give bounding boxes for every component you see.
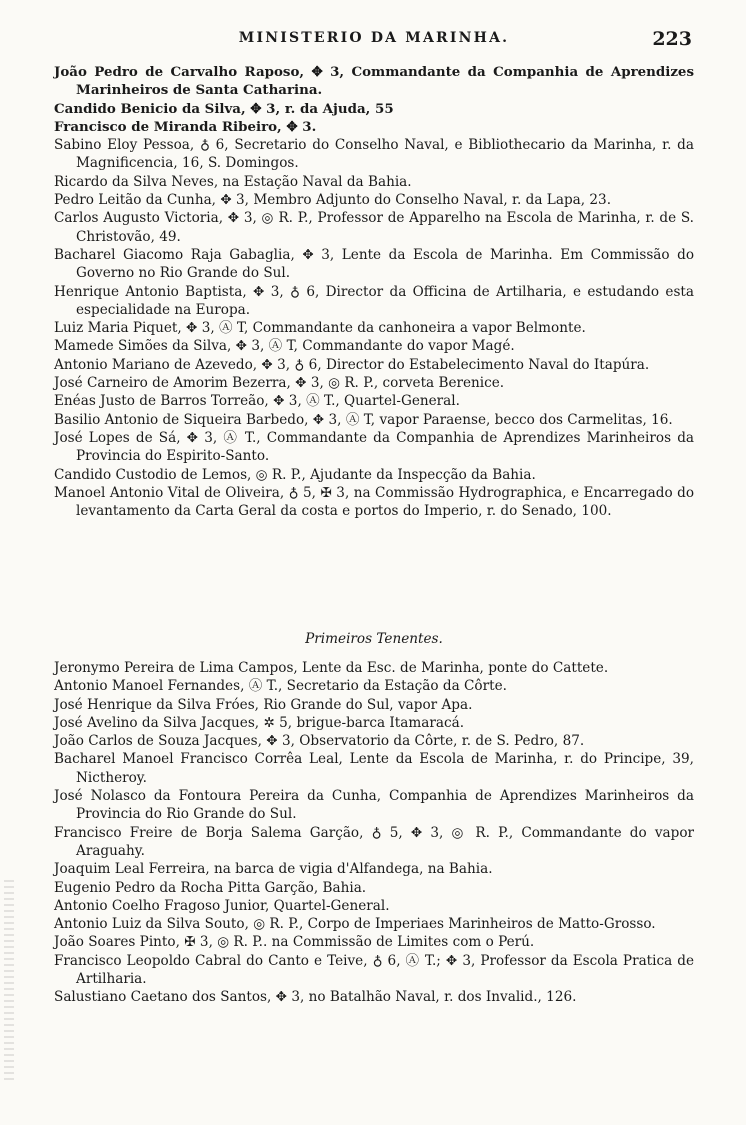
list-entry: Eugenio Pedro da Rocha Pitta Garção, Bahia. bbox=[54, 879, 367, 896]
list-entry: Carlos Augusto Victoria, ✥ 3, ◎ R. P., Professor de Apparelho na Escola de Marinha, r. de S. Christovão, 49. bbox=[54, 210, 694, 245]
list-entry: Ricardo da Silva Neves, na Estação Naval da Bahia. bbox=[54, 173, 412, 190]
list-entry: Francisco de Miranda Ribeiro, ✥ 3. bbox=[54, 118, 317, 135]
list-entry: Henrique Antonio Baptista, ✥ 3, ♁ 6, Director da Officina de Artilharia, e estudando esta especialidade na Europa. bbox=[54, 283, 694, 318]
officer-list-b bbox=[54, 659, 694, 1007]
list-entry: Antonio Coelho Fragoso Junior, Quartel-General. bbox=[54, 897, 390, 914]
list-entry: Candido Custodio de Lemos, ◎ R. P., Ajudante da Inspecção da Bahia. bbox=[54, 466, 536, 483]
list-entry: Antonio Mariano de Azevedo, ✥ 3, ♁ 6, Director do Estabelecimento Naval do Itapúra. bbox=[54, 356, 650, 373]
list-entry: João Soares Pinto, ✠ 3, ◎ R. P.. na Commissão de Limites com o Perú. bbox=[54, 934, 535, 951]
section-heading: Primeiros Tenentes. bbox=[305, 631, 443, 647]
list-entry: Antonio Manoel Fernandes, Ⓐ T., Secretario da Estação da Côrte. bbox=[54, 678, 507, 695]
list-entry: Sabino Eloy Pessoa, ♁ 6, Secretario do Conselho Naval, e Bibliothecario da Marinha, r. da Magnificencia, 16, S. Domingos. bbox=[54, 137, 694, 172]
page-header bbox=[52, 26, 696, 54]
list-entry: Jeronymo Pereira de Lima Campos, Lente da Esc. de Marinha, ponte do Cattete. bbox=[54, 660, 609, 676]
list-entry: José Nolasco da Fontoura Pereira da Cunha, Companhia de Aprendizes Marinheiros da Provincia do Rio Grande do Sul. bbox=[54, 788, 694, 823]
list-entry: José Carneiro de Amorim Bezerra, ✥ 3, ◎ R. P., corveta Berenice. bbox=[54, 375, 505, 392]
list-entry: Pedro Leitão da Cunha, ✥ 3, Membro Adjunto do Conselho Naval, r. da Lapa, 23. bbox=[54, 192, 612, 209]
list-entry: João Carlos de Souza Jacques, ✥ 3, Observatorio da Côrte, r. de S. Pedro, 87. bbox=[54, 733, 585, 750]
list-entry: Mamede Simões da Silva, ✥ 3, Ⓐ T, Commandante do vapor Magé. bbox=[54, 338, 515, 355]
list-entry: Luiz Maria Piquet, ✥ 3, Ⓐ T, Commandante da canhoneira a vapor Belmonte. bbox=[54, 320, 586, 337]
officer-list-a bbox=[54, 63, 694, 520]
running-title: MINISTERIO DA MARINHA. bbox=[238, 30, 510, 46]
list-entry: Antonio Luiz da Silva Souto, ◎ R. P., Corpo de Imperiaes Marinheiros de Matto-Grosso. bbox=[54, 916, 656, 933]
scan-margin-artifact bbox=[4, 880, 14, 1080]
list-entry: José Avelino da Silva Jacques, ✲ 5, brigue-barca Itamaracá. bbox=[54, 714, 465, 731]
list-entry: José Henrique da Silva Fróes, Rio Grande do Sul, vapor Apa. bbox=[54, 696, 473, 713]
list-entry: Salustiano Caetano dos Santos, ✥ 3, no Batalhão Naval, r. dos Invalid., 126. bbox=[54, 989, 577, 1006]
list-entry: Francisco Freire de Borja Salema Garção, ♁ 5, ✥ 3, ◎ R. P., Commandante do vapor Araguahy. bbox=[54, 824, 694, 859]
list-entry: Bacharel Giacomo Raja Gabaglia, ✥ 3, Lente da Escola de Marinha. Em Commissão do Governo no Rio Grande do Sul. bbox=[54, 246, 694, 282]
list-entry: Candido Benicio da Silva, ✥ 3, r. da Ajuda, 55 bbox=[54, 100, 394, 117]
list-entry: José Lopes de Sá, ✥ 3, Ⓐ T., Commandante da Companhia de Aprendizes Marinheiros da Provincia do Espirito-Santo. bbox=[54, 429, 694, 465]
list-entry: Bacharel Manoel Francisco Corrêa Leal, Lente da Escola de Marinha, r. do Principe, 39, Nictheroy. bbox=[54, 751, 694, 786]
list-entry: Francisco Leopoldo Cabral do Canto e Teive, ♁ 6, Ⓐ T.; ✥ 3, Professor da Escola Pratica de Artilharia. bbox=[54, 952, 694, 988]
list-entry: Basilio Antonio de Siqueira Barbedo, ✥ 3, Ⓐ T, vapor Paraense, becco dos Carmelitas, 16. bbox=[54, 411, 673, 428]
list-entry: Joaquim Leal Ferreira, na barca de vigia d'Alfandega, na Bahia. bbox=[54, 861, 493, 878]
list-entry: Manoel Antonio Vital de Oliveira, ♁ 5, ✠ 3, na Commissão Hydrographica, e Encarregado do levantamento da Carta Geral da costa e portos do Imperio, r. do Senado, 100. bbox=[54, 484, 694, 520]
list-entry: Enéas Justo de Barros Torreão, ✥ 3, Ⓐ T., Quartel-General. bbox=[54, 393, 460, 410]
page-number: 223 bbox=[652, 28, 692, 50]
list-entry: João Pedro de Carvalho Raposo, ✥ 3, Commandante da Companhia de Aprendizes Marinheiros de Santa Catharina. bbox=[54, 64, 694, 99]
